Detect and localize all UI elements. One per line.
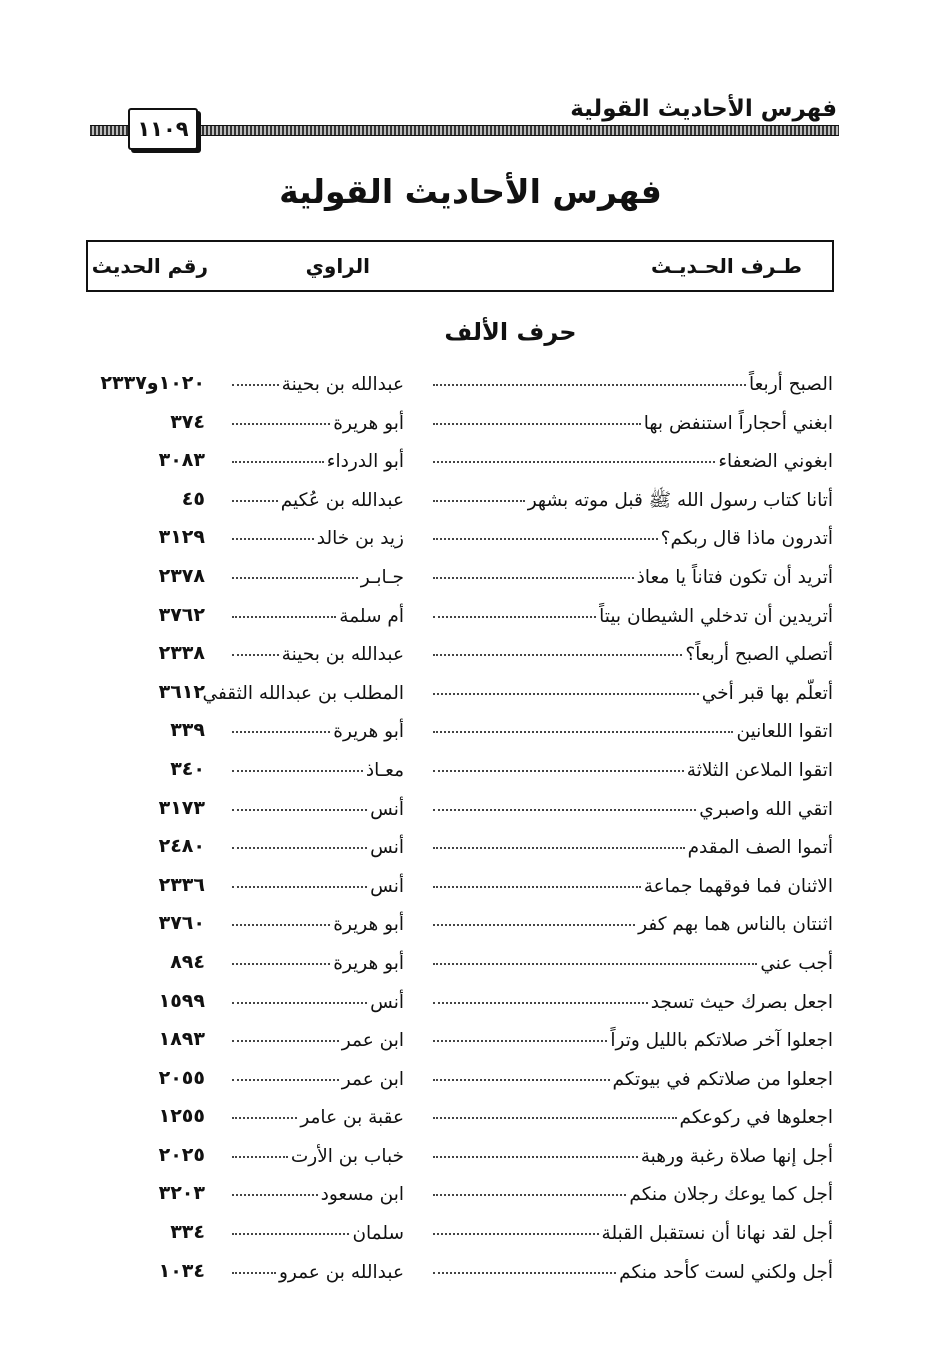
index-entry [0, 1219, 941, 1258]
hadith-number: ١٥٩٩ [158, 989, 205, 1012]
narrator-text: أبو هريرة [333, 721, 404, 743]
hadith-cell [433, 837, 833, 858]
leader-dots [232, 1232, 349, 1235]
narrator-cell [232, 1146, 404, 1167]
index-entry [0, 910, 941, 949]
leader-dots [232, 1271, 276, 1274]
leader-dots [433, 537, 658, 540]
leader-dots [232, 576, 358, 579]
narrator-cell [232, 914, 404, 935]
narrator-cell [232, 799, 404, 820]
index-entry [0, 988, 941, 1027]
hadith-cell [433, 528, 833, 549]
leader-dots [433, 808, 696, 811]
hadith-cell [433, 760, 833, 781]
leader-dots [433, 460, 715, 463]
narrator-cell [232, 992, 404, 1013]
index-entry [0, 717, 941, 756]
hadith-text: أجب عني [760, 952, 833, 974]
leader-dots [433, 1116, 677, 1119]
narrator-cell [232, 528, 404, 549]
leader-dots [433, 692, 699, 695]
hadith-number: ١٠٣٤ [158, 1259, 205, 1282]
narrator-cell [232, 644, 404, 665]
hadith-cell [433, 374, 833, 395]
leader-dots [433, 1271, 616, 1274]
hadith-text: أتصلي الصبح أربعاً؟ [685, 644, 833, 666]
hadith-number: ٢٣٣٦ [158, 873, 205, 896]
narrator-cell [232, 451, 404, 472]
leader-dots [433, 383, 746, 386]
leader-dots [433, 422, 641, 425]
hadith-cell [433, 1262, 833, 1283]
hadith-cell [433, 1223, 833, 1244]
hadith-text: أجل ولكني لست كأحد منكم [619, 1261, 833, 1283]
hadith-text: أتريد أن تكون فتاناً يا معاذ [636, 566, 833, 588]
index-entry [0, 833, 941, 872]
leader-dots [433, 923, 635, 926]
hadith-text: اجعلوا من صلاتكم في بيوتكم [612, 1068, 833, 1090]
leader-dots [232, 1039, 339, 1042]
narrator-text: عبدالله بن بحينة [281, 374, 404, 395]
hadith-cell [433, 1107, 833, 1128]
hadith-text: أتانا كتاب رسول الله ﷺ قبل موته بشهر [527, 489, 833, 511]
index-entry [0, 1142, 941, 1181]
narrator-text: المطلب بن عبدالله الثقفي [202, 682, 404, 704]
narrator-cell [232, 1223, 404, 1244]
hadith-text: اتقوا الملاعن الثلاثة [686, 759, 833, 781]
narrator-cell [232, 876, 404, 897]
leader-dots [232, 615, 336, 618]
leader-dots [232, 1116, 297, 1119]
index-entry [0, 1180, 941, 1219]
hadith-number: ٣٠٨٣ [158, 449, 205, 472]
hadith-text: ابغني أحجاراً استنفض بها [643, 412, 833, 434]
leader-dots [232, 499, 278, 502]
column-header-hadith: طـرف الحـديـث [651, 254, 802, 278]
leader-dots [433, 885, 641, 888]
hadith-text: أتعلّم بها قبر أخي [701, 682, 833, 704]
leader-dots [433, 846, 685, 849]
narrator-text: أنس [370, 991, 404, 1013]
hadith-index-list [0, 370, 941, 1296]
hadith-cell [433, 914, 833, 935]
hadith-text: الاثنان فما فوقهما جماعة [643, 875, 833, 897]
hadith-number: ٨٩٤ [170, 950, 205, 973]
index-entry [0, 370, 941, 409]
index-entry [0, 640, 941, 679]
narrator-text: أنس [370, 837, 404, 859]
narrator-text: زيد بن خالد [316, 528, 404, 550]
narrator-cell [232, 721, 404, 742]
leader-dots [232, 1001, 367, 1004]
column-header-narrator: الراوي [305, 254, 370, 278]
hadith-text: اجعل بصرك حيث تسجد [650, 991, 833, 1013]
narrator-text: ابن مسعود [320, 1184, 404, 1206]
narrator-text: أبو هريرة [333, 412, 404, 434]
leader-dots [433, 1078, 610, 1081]
narrator-text: جـابـر [360, 566, 404, 588]
index-entry [0, 1103, 941, 1142]
leader-dots [232, 962, 330, 965]
hadith-number: ٣٤٠ [170, 757, 205, 780]
hadith-number: ١٨٩٣ [158, 1028, 205, 1051]
narrator-text: معـاذ [365, 759, 404, 781]
narrator-cell [232, 1262, 404, 1283]
hadith-text: أجل كما يوعك رجلان منكم [629, 1184, 833, 1206]
hadith-number: ٣٣٩ [170, 719, 205, 742]
leader-dots [433, 615, 596, 618]
hadith-number: ٣١٧٣ [158, 796, 205, 819]
hadith-cell [433, 683, 833, 704]
hadith-number: ٣١٢٩ [158, 526, 205, 549]
narrator-text: ابن عمر [341, 1030, 404, 1052]
hadith-cell [433, 1069, 833, 1090]
leader-dots [433, 769, 684, 772]
narrator-text: عبدالله بن عُكيم [280, 489, 404, 511]
hadith-text: أتدرون ماذا قال ربكم؟ [660, 528, 833, 550]
narrator-text: أبو هريرة [333, 952, 404, 974]
index-entry [0, 486, 941, 525]
leader-dots [232, 808, 367, 811]
hadith-number: ١٢٥٥ [158, 1105, 205, 1128]
hadith-cell [433, 799, 833, 820]
narrator-text: خباب بن الأرت [290, 1145, 404, 1167]
hadith-number: ٤٥ [181, 487, 205, 510]
narrator-text: عبدالله بن بحينة [281, 644, 404, 666]
hadith-number: ٣٧٤ [170, 410, 205, 433]
narrator-text: أنس [370, 875, 404, 897]
index-entry [0, 447, 941, 486]
hadith-cell [433, 953, 833, 974]
index-entry [0, 563, 941, 602]
hadith-text: أتريدين أن تدخلي الشيطان بيتاً [599, 605, 833, 627]
narrator-cell [232, 606, 404, 627]
leader-dots [232, 846, 367, 849]
narrator-text: عقبة بن عامر [300, 1107, 404, 1129]
leader-dots [433, 962, 757, 965]
page-number: ١١٠٩ [128, 108, 198, 150]
leader-dots [232, 769, 363, 772]
hadith-number: ٢٣٧٨ [158, 564, 205, 587]
narrator-cell [232, 413, 404, 434]
hadith-cell [433, 644, 833, 665]
section-heading: حرف الألف [444, 318, 577, 346]
leader-dots [433, 1193, 626, 1196]
leader-dots [433, 499, 525, 502]
hadith-number: ٢٠٥٥ [158, 1066, 205, 1089]
index-entry [0, 524, 941, 563]
hadith-number: ٣٣٤ [170, 1221, 205, 1244]
hadith-number: ٢٤٨٠ [158, 835, 205, 858]
hadith-number: ٣٧٦٠ [158, 912, 205, 935]
hadith-text: اجعلوا آخر صلاتكم بالليل وتراً [610, 1030, 833, 1052]
hadith-cell [433, 721, 833, 742]
hadith-text: الصبح أربعاً [748, 374, 833, 395]
page-title: فهرس الأحاديث القولية [279, 172, 662, 211]
narrator-cell [232, 760, 404, 781]
narrator-cell [232, 567, 404, 588]
index-entry [0, 756, 941, 795]
narrator-cell [232, 1184, 404, 1205]
index-entry [0, 409, 941, 448]
leader-dots [433, 1155, 638, 1158]
hadith-text: أجل لقد نهانا أن نستقبل القبلة [601, 1223, 833, 1245]
leader-dots [433, 653, 682, 656]
hadith-number: ٣٧٦٢ [158, 603, 205, 626]
running-header-title: فهرس الأحاديث القولية [570, 96, 837, 122]
narrator-cell [232, 1107, 404, 1128]
index-entry [0, 949, 941, 988]
leader-dots [232, 460, 324, 463]
hadith-text: اثنتان بالناس هما بهم كفر [638, 914, 833, 936]
hadith-text: اتقوا اللعانين [736, 721, 833, 743]
leader-dots [232, 923, 330, 926]
index-entry [0, 1258, 941, 1297]
hadith-text: ابغوني الضعفاء [718, 451, 833, 473]
hadith-number: ٣٢٠٣ [158, 1182, 205, 1205]
narrator-cell [232, 374, 404, 395]
hadith-cell [433, 1030, 833, 1051]
narrator-text: أم سلمة [339, 605, 404, 627]
leader-dots [433, 576, 634, 579]
leader-dots [433, 730, 733, 733]
column-header-box [86, 240, 834, 292]
leader-dots [232, 730, 330, 733]
hadith-cell [433, 1184, 833, 1205]
hadith-cell [433, 876, 833, 897]
hadith-text: اجعلوها في ركوعكم [679, 1107, 833, 1129]
hadith-cell [433, 1146, 833, 1167]
leader-dots [232, 383, 279, 386]
leader-dots [433, 1001, 648, 1004]
leader-dots [232, 885, 367, 888]
narrator-cell [232, 1030, 404, 1051]
column-header-number: رقم الحديث [91, 254, 208, 278]
leader-dots [232, 1155, 288, 1158]
narrator-cell [232, 490, 404, 511]
hadith-cell [433, 451, 833, 472]
leader-dots [433, 1039, 607, 1042]
narrator-text: ابن عمر [341, 1068, 404, 1090]
narrator-text: أبو هريرة [333, 914, 404, 936]
leader-dots [232, 422, 330, 425]
narrator-cell [232, 837, 404, 858]
hadith-number: ٢٠٢٥ [158, 1143, 205, 1166]
index-entry [0, 679, 941, 718]
narrator-text: سلمان [352, 1223, 404, 1245]
index-entry [0, 872, 941, 911]
narrator-text: أنس [370, 798, 404, 820]
narrator-text: أبو الدرداء [326, 451, 404, 473]
index-entry [0, 1065, 941, 1104]
index-entry [0, 602, 941, 641]
hadith-cell [433, 490, 833, 516]
hadith-number: ١٠٢٠و٢٣٣٧ [100, 372, 205, 394]
hadith-cell [433, 567, 833, 588]
hadith-cell [433, 606, 833, 627]
hadith-text: أتموا الصف المقدم [687, 837, 833, 859]
header-rule [90, 125, 839, 136]
leader-dots [433, 1232, 599, 1235]
index-entry [0, 1026, 941, 1065]
index-entry [0, 795, 941, 834]
hadith-text: اتقي الله واصبري [699, 798, 833, 820]
hadith-text: أجل إنها صلاة رغبة ورهبة [640, 1145, 833, 1167]
hadith-cell [433, 413, 833, 434]
narrator-cell [202, 682, 404, 704]
hadith-number: ٢٣٣٨ [158, 642, 205, 665]
leader-dots [232, 1193, 318, 1196]
narrator-cell [232, 1069, 404, 1090]
narrator-cell [232, 953, 404, 974]
hadith-number: ٣٦١٢ [158, 680, 205, 703]
leader-dots [232, 537, 314, 540]
leader-dots [232, 1078, 339, 1081]
leader-dots [232, 653, 279, 656]
narrator-text: عبدالله بن عمرو [278, 1261, 404, 1283]
hadith-cell [433, 992, 833, 1013]
